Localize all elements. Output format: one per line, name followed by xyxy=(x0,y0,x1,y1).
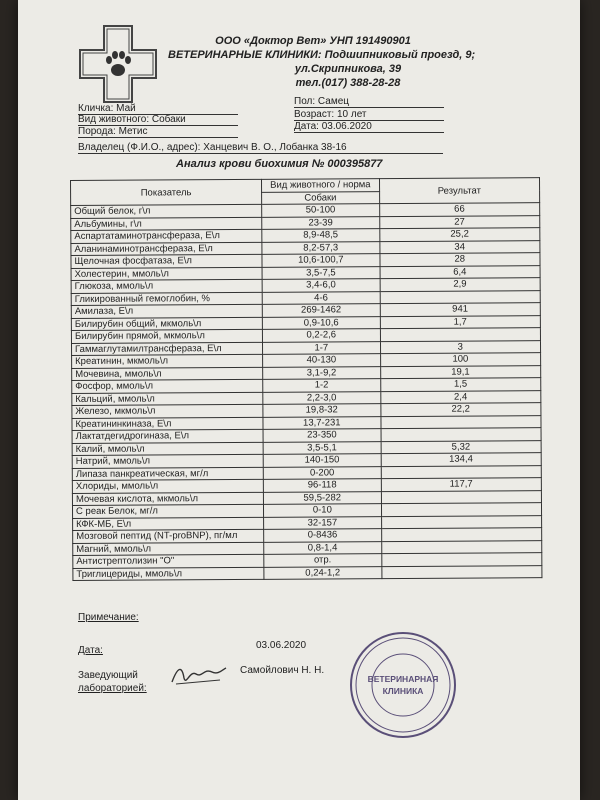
results-table xyxy=(70,177,542,581)
result-cell: 2,4 xyxy=(380,390,541,403)
result-cell xyxy=(380,328,541,341)
head-name: Самойлович Н. Н. xyxy=(240,665,325,676)
result-cell: 28 xyxy=(380,253,541,266)
svg-text:ВЕТЕРИНАРНАЯ: ВЕТЕРИНАРНАЯ xyxy=(367,674,439,684)
param-cell: Лактатдегидрогиназа, Е\л xyxy=(72,429,263,443)
norm-cell: 0-10 xyxy=(264,504,382,517)
date-value: 03.06.2020 xyxy=(256,640,307,651)
norm-cell: 0-200 xyxy=(263,466,381,479)
param-cell: Альбумины, г\л xyxy=(71,217,262,231)
result-cell xyxy=(381,490,542,503)
clinic-header xyxy=(168,34,476,90)
norm-cell: 50-100 xyxy=(262,204,380,217)
param-cell: Антистрептолизин "О" xyxy=(73,554,264,568)
col-norm-species: Собаки xyxy=(262,191,380,204)
param-cell: С реак Белок, мг/л xyxy=(72,504,263,518)
norm-cell: 269-1462 xyxy=(262,304,380,317)
date-label: Дата: xyxy=(78,645,103,656)
param-cell: Мозговой пептид (NT-proBNP), пг/мл xyxy=(73,529,264,543)
norm-cell: 1-2 xyxy=(263,379,381,392)
param-cell: Триглицериды, ммоль\л xyxy=(73,567,264,581)
param-cell: Креатинин, мкмоль\л xyxy=(72,354,263,368)
result-cell: 1,7 xyxy=(380,315,541,328)
result-cell: 3 xyxy=(380,340,541,353)
patient-breed: Порода: Метис xyxy=(78,126,238,138)
norm-cell: 32-157 xyxy=(264,516,382,529)
result-cell: 1,5 xyxy=(380,378,541,391)
result-cell: 134,4 xyxy=(381,453,542,466)
norm-cell: 8,2-57,3 xyxy=(262,241,380,254)
norm-cell: 140-150 xyxy=(263,454,381,467)
result-cell xyxy=(381,503,542,516)
param-cell: Кальций, ммоль\л xyxy=(72,392,263,406)
param-cell: Билирубин прямой, мкмоль\л xyxy=(71,329,262,343)
norm-cell: 59,5-282 xyxy=(263,491,381,504)
param-cell: Натрий, ммоль\л xyxy=(72,454,263,468)
svg-text:КЛИНИКА: КЛИНИКА xyxy=(382,686,424,696)
result-cell xyxy=(381,565,542,578)
norm-cell: 19,8-32 xyxy=(263,404,381,417)
result-cell xyxy=(381,428,542,441)
col-result-header: Результат xyxy=(379,178,540,204)
result-cell: 34 xyxy=(379,240,540,253)
param-cell: Гликированный гемоглобин, % xyxy=(71,292,262,306)
patient-nickname: Кличка: Май xyxy=(78,103,238,115)
note-label: Примечание: xyxy=(78,612,139,623)
param-cell: Липаза панкреатическая, мг/л xyxy=(72,467,263,481)
patient-age: Возраст: 10 лет xyxy=(294,109,444,121)
param-cell: Амилаза, Е\л xyxy=(71,304,262,318)
result-cell: 19,1 xyxy=(380,365,541,378)
param-cell: КФК-МБ, Е\л xyxy=(73,517,264,531)
norm-cell: 3,5-5,1 xyxy=(263,441,381,454)
param-cell: Аланинаминотрансфераза, Е\л xyxy=(71,242,262,256)
clinic-cross-logo-icon xyxy=(76,22,160,106)
clinic-line: ВЕТЕРИНАРНЫЕ КЛИНИКИ: Подшипниковый проезд, 9; xyxy=(168,49,476,61)
result-cell: 66 xyxy=(379,203,540,216)
result-cell xyxy=(381,415,542,428)
result-cell xyxy=(381,515,542,528)
owner-info: Владелец (Ф.И.О., адрес): Ханцевич В. О., Лобанка 38-16 xyxy=(78,142,443,154)
result-cell: 117,7 xyxy=(381,478,542,491)
col-param-header: Показатель xyxy=(71,179,262,205)
param-cell: Магний, ммоль\л xyxy=(73,542,264,556)
norm-cell: 2,2-3,0 xyxy=(263,391,381,404)
param-cell: Щелочная фосфатаза, Е\л xyxy=(71,254,262,268)
result-cell xyxy=(381,540,542,553)
signature-scribble xyxy=(168,660,228,690)
norm-cell: 3,5-7,5 xyxy=(262,266,380,279)
table-row xyxy=(73,565,542,580)
norm-cell: 4-6 xyxy=(262,291,380,304)
street-line: ул.Скрипникова, 39 xyxy=(294,63,402,75)
result-cell: 100 xyxy=(380,353,541,366)
norm-cell: 0,8-1,4 xyxy=(264,541,382,554)
patient-species: Вид животного: Собаки xyxy=(78,114,238,126)
result-cell xyxy=(381,528,542,541)
norm-cell: отр. xyxy=(264,554,382,567)
param-cell: Калий, ммоль\л xyxy=(72,442,263,456)
norm-cell: 0,9-10,6 xyxy=(262,316,380,329)
report-date: Дата: 03.06.2020 xyxy=(294,121,444,133)
head-label: Заведующий лабораторией: xyxy=(78,670,147,694)
result-cell xyxy=(381,553,542,566)
result-cell xyxy=(381,465,542,478)
norm-cell: 96-118 xyxy=(263,479,381,492)
clinic-stamp-seal xyxy=(348,630,458,740)
param-cell: Креатининкиназа, Е\л xyxy=(72,417,263,431)
norm-cell: 10,6-100,7 xyxy=(262,254,380,267)
norm-cell: 3,4-6,0 xyxy=(262,279,380,292)
lab-report-sheet xyxy=(18,0,580,800)
result-cell: 941 xyxy=(380,303,541,316)
norm-cell: 1-7 xyxy=(263,341,381,354)
param-cell: Холестерин, ммоль\л xyxy=(71,267,262,281)
result-cell: 22,2 xyxy=(380,403,541,416)
norm-cell: 23-39 xyxy=(262,216,380,229)
param-cell: Железо, мкмоль\л xyxy=(72,404,263,418)
result-cell: 27 xyxy=(379,215,540,228)
norm-cell: 13,7-231 xyxy=(263,416,381,429)
param-cell: Хлориды, ммоль\л xyxy=(72,479,263,493)
result-cell: 25,2 xyxy=(379,228,540,241)
col-norm-header: Вид животного / норма xyxy=(262,179,380,192)
norm-cell: 3,1-9,2 xyxy=(263,366,381,379)
result-cell: 5,32 xyxy=(381,440,542,453)
result-cell xyxy=(380,290,541,303)
phone-line: тел.(017) 388-28-28 xyxy=(295,77,401,89)
param-cell: Гаммаглутамилтрансфераза, Е\л xyxy=(71,342,262,356)
norm-cell: 23-350 xyxy=(263,429,381,442)
result-cell: 2,9 xyxy=(380,278,541,291)
patient-sex: Пол: Самец xyxy=(294,96,444,108)
norm-cell: 40-130 xyxy=(263,354,381,367)
norm-cell: 8,9-48,5 xyxy=(262,229,380,242)
org-line: ООО «Доктор Вет» УНП 191490901 xyxy=(215,35,411,47)
param-cell: Мочевая кислота, мкмоль\л xyxy=(72,492,263,506)
norm-cell: 0,2-2,6 xyxy=(262,329,380,342)
param-cell: Общий белок, г\л xyxy=(71,204,262,218)
param-cell: Мочевина, ммоль\л xyxy=(72,367,263,381)
param-cell: Фосфор, ммоль\л xyxy=(72,379,263,393)
analysis-title: Анализ крови биохимия № 000395877 xyxy=(176,158,383,170)
norm-cell: 0-8436 xyxy=(264,529,382,542)
result-cell: 6,4 xyxy=(380,265,541,278)
param-cell: Аспартатаминотрансфераза, Е\л xyxy=(71,229,262,243)
param-cell: Билирубин общий, мкмоль\л xyxy=(71,317,262,331)
norm-cell: 0,24-1,2 xyxy=(264,566,382,579)
param-cell: Глюкоза, ммоль\л xyxy=(71,279,262,293)
